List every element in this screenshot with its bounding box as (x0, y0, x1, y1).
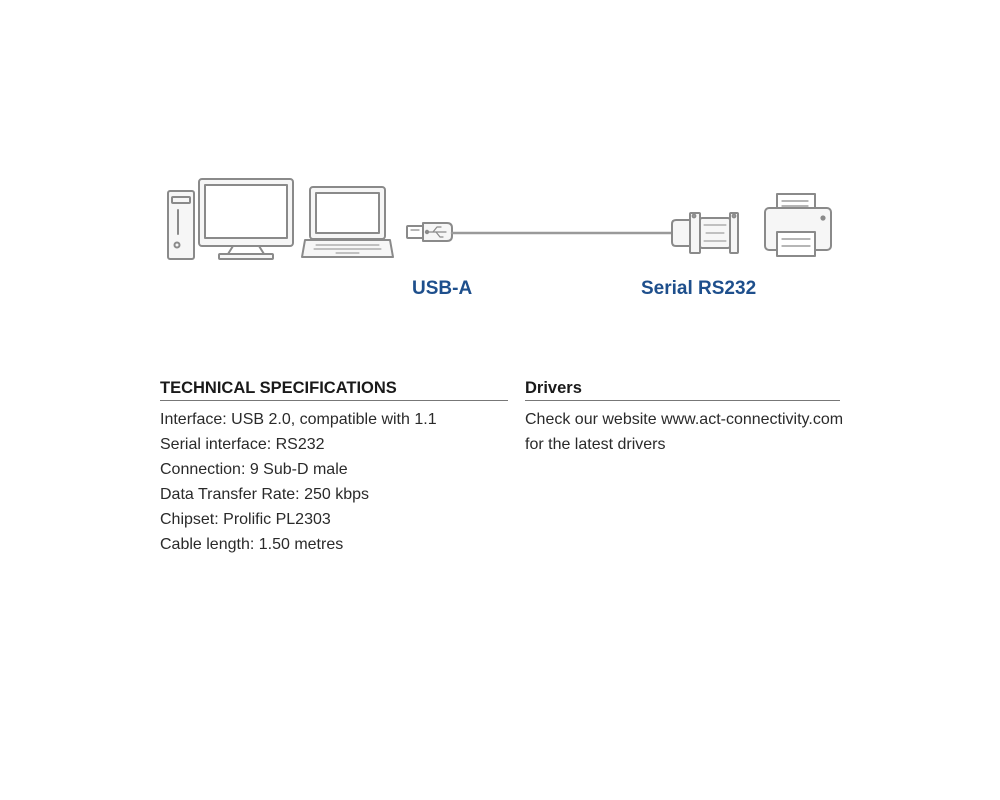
spec-cable-length: Cable length: 1.50 metres (160, 536, 344, 553)
laptop-icon (302, 187, 393, 257)
desktop-tower-icon (168, 191, 194, 259)
spec-chipset: Chipset: Prolific PL2303 (160, 511, 331, 528)
connection-diagram (0, 0, 1000, 320)
monitor-icon (199, 179, 293, 259)
usb-a-label: USB-A (412, 278, 473, 299)
drivers-line: Check our website www.act-connectivity.com (525, 411, 844, 428)
technical-specifications-section (160, 378, 508, 557)
drivers-text (525, 407, 844, 457)
printer-icon (765, 194, 831, 256)
spec-connection: Connection: 9 Sub-D male (160, 461, 348, 478)
spec-data-transfer-rate: Data Transfer Rate: 250 kbps (160, 486, 369, 503)
spec-serial-interface: Serial interface: RS232 (160, 436, 325, 453)
db9-serial-connector-icon (672, 213, 738, 253)
specifications-list (160, 407, 508, 557)
serial-rs232-label: Serial RS232 (641, 278, 757, 299)
drivers-section (525, 378, 844, 457)
drivers-line: for the latest drivers (525, 436, 666, 453)
technical-specifications-heading: TECHNICAL SPECIFICATIONS (160, 378, 508, 401)
drivers-heading: Drivers (525, 378, 840, 401)
usb-a-plug-icon (407, 223, 452, 241)
spec-interface: Interface: USB 2.0, compatible with 1.1 (160, 411, 437, 428)
